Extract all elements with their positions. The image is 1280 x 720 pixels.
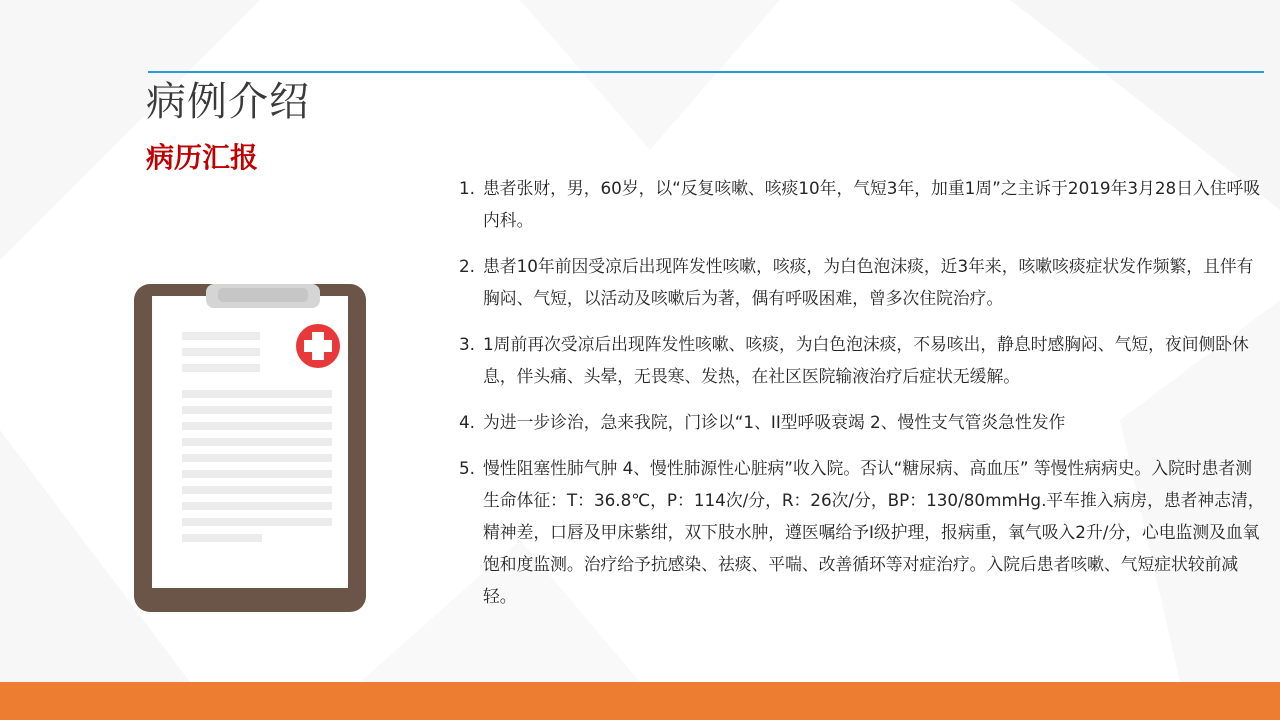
list-item <box>456 406 1266 438</box>
item-text: 患者10年前因受凉后出现阵发性咳嗽，咳痰，为白色泡沫痰，近3年来，咳嗽咳痰症状发作频繁，且伴有胸闷、气短，以活动及咳嗽后为著，偶有呼吸困难，曾多次住院治疗。 <box>483 256 1254 308</box>
item-number: 2. <box>459 256 476 276</box>
item-text: 慢性阻塞性肺气肿 4、慢性肺源性心脏病”收入院。否认“糖尿病、高血压” 等慢性病病史。入院时患者测生命体征：T：36.8℃，P：114次/分，R：26次/分，BP：130/80mmHg.平车推入病房，患者神志清，精神差，口唇及甲床紫绀，双下肢水肿，遵医嘱给予Ⅰ级护理，报病重，氧气吸入2升/分，心电监测及血氧饱和度监测。治疗给予抗感染、祛痰、平喘、改善循环等对症治疗。入院后患者咳嗽、气短症状较前减轻。 <box>483 458 1265 606</box>
item-number: 3. <box>459 334 476 354</box>
item-number: 1. <box>459 178 476 198</box>
list-item <box>456 250 1266 314</box>
list-item <box>456 452 1266 612</box>
item-number: 5. <box>459 458 476 478</box>
page-subtitle: 病历汇报 <box>146 141 259 174</box>
list-item <box>456 328 1266 392</box>
medical-clipboard-icon <box>132 280 368 616</box>
item-text: 1周前再次受凉后出现阵发性咳嗽、咳痰，为白色泡沫痰，不易咳出，静息时感胸闷、气短，夜间侧卧休息，伴头痛、头晕，无畏寒、发热，在社区医院输液治疗后症状无缓解。 <box>483 334 1249 386</box>
item-text: 为进一步诊治，急来我院，门诊以“1、II型呼吸衰竭 2、慢性支气管炎急性发作 <box>483 412 1066 432</box>
item-number: 4. <box>459 412 476 432</box>
case-history-list <box>456 172 1266 626</box>
header-divider <box>148 71 1264 73</box>
footer-bar <box>0 682 1280 720</box>
list-item <box>456 172 1266 236</box>
page-title: 病例介绍 <box>146 79 310 125</box>
item-text: 患者张财，男，60岁，以“反复咳嗽、咳痰10年，气短3年，加重1周”之主诉于2019年3月28日入住呼吸内科。 <box>483 178 1261 230</box>
